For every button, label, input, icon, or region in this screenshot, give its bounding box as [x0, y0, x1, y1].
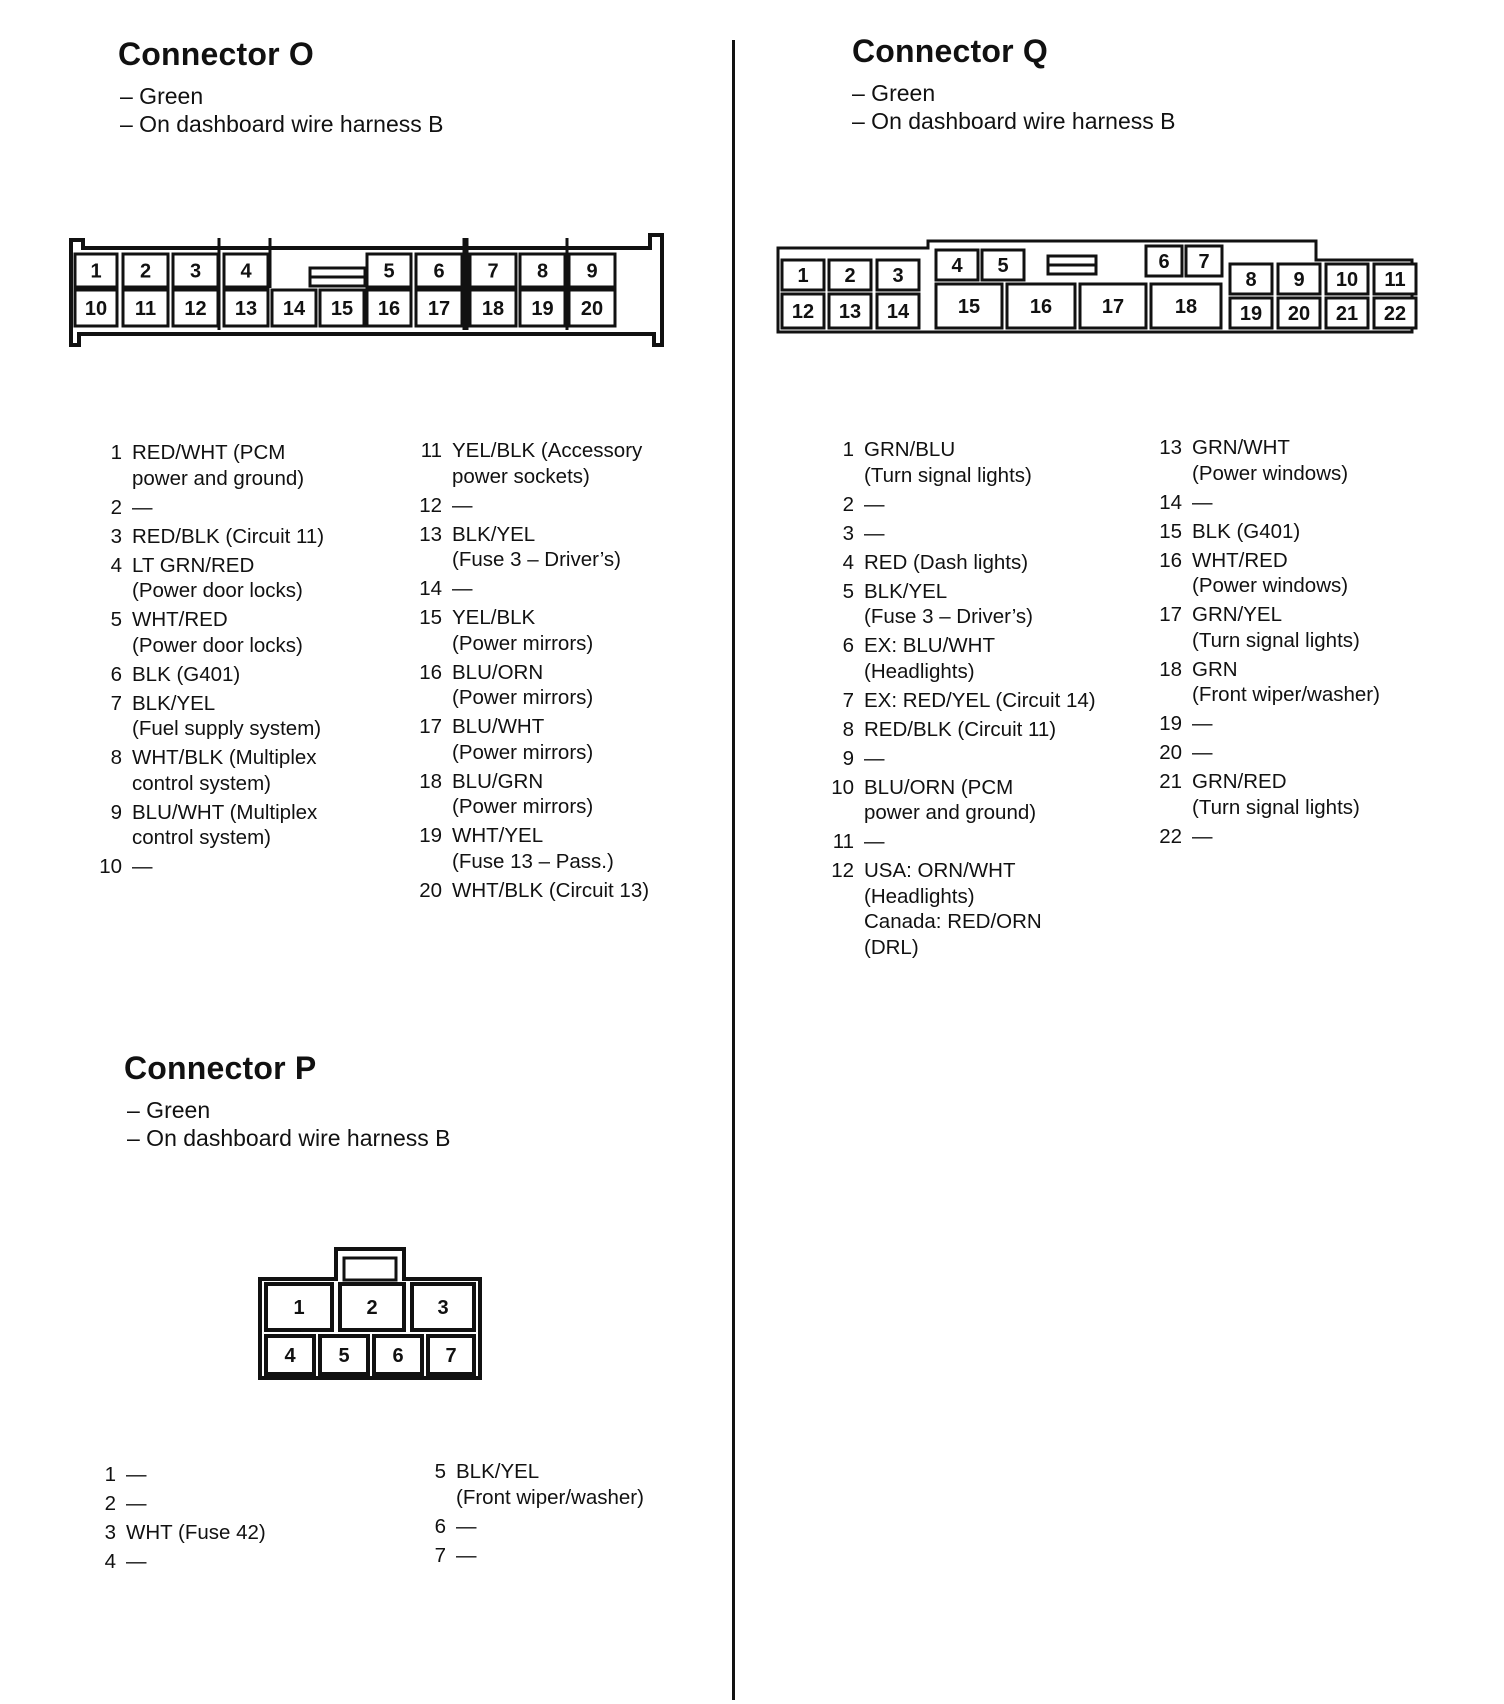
pin-description-line: power and ground)	[864, 801, 1037, 824]
connector-o-notes	[120, 82, 443, 138]
pin-description	[452, 769, 593, 820]
pin-entry	[1150, 435, 1380, 486]
pin-description-line: BLK (G401)	[132, 662, 241, 686]
pin-number: 20	[1159, 741, 1182, 764]
connector-p-notes	[127, 1096, 450, 1152]
connector-p-pin-list-left	[84, 1462, 266, 1578]
pin-description-line: (Power mirrors)	[452, 686, 594, 709]
pin-cavity-label: 16	[1029, 296, 1053, 318]
pin-cavity-label: 17	[427, 298, 451, 320]
pin-description-line: —	[132, 495, 153, 519]
pin-description-line: (Power mirrors)	[452, 631, 594, 655]
pin-entry	[410, 576, 649, 602]
pin-number: 4	[104, 1550, 116, 1573]
pin-description-line: BLK/YEL	[864, 579, 948, 603]
pin-description-line: (Turn signal lights)	[864, 463, 1032, 487]
pin-cavity-label: 6	[433, 260, 445, 283]
pin-description-line: control system)	[132, 771, 271, 795]
pin-cavity-label: 4	[240, 260, 252, 283]
pin-entry	[90, 854, 324, 880]
pin-cavity-label: 12	[791, 301, 815, 323]
pin-entry	[414, 1543, 644, 1569]
pin-description-line: YEL/BLK (Accessory	[452, 439, 643, 462]
pin-entry	[822, 746, 1096, 772]
pin-description	[864, 492, 885, 518]
pin-description	[864, 858, 1042, 960]
pin-description-line: (Fuel supply system)	[132, 717, 322, 740]
pin-entry	[84, 1520, 266, 1546]
pin-cavity-label: 9	[586, 260, 598, 283]
pin-number: 6	[434, 1514, 446, 1538]
pin-description	[132, 495, 153, 521]
pin-cavity-label: 20	[1287, 303, 1311, 325]
pin-cavity-label: 18	[1174, 296, 1198, 318]
pin-number: 19	[1159, 712, 1182, 735]
pin-entry	[90, 524, 324, 550]
pin-number: 18	[419, 769, 442, 793]
pin-description	[864, 746, 885, 772]
pin-description	[864, 521, 885, 547]
connector-p-diagram	[258, 1246, 490, 1381]
pin-entry	[822, 858, 1096, 960]
pin-number: 5	[842, 579, 854, 603]
pin-description	[1192, 824, 1213, 850]
pin-entry	[1150, 824, 1380, 850]
connector-q-title: Connector Q	[852, 33, 1048, 69]
pin-number: 2	[842, 492, 854, 516]
pin-description-line: —	[1192, 490, 1213, 514]
pin-description-line: BLU/ORN	[452, 660, 544, 684]
pin-number: 19	[419, 824, 442, 847]
pin-description	[1192, 519, 1300, 545]
pin-cavity-label: 14	[886, 301, 910, 323]
pin-entry	[410, 493, 649, 519]
pin-description-line: LT GRN/RED	[132, 553, 255, 577]
pin-description-line: RED/BLK (Circuit 11)	[132, 524, 325, 548]
pin-cavity-label: 17	[1101, 296, 1125, 318]
pin-entry	[90, 662, 324, 688]
pin-description-line: —	[864, 830, 885, 853]
pin-description-line: WHT/YEL	[452, 824, 544, 847]
pin-description-line: —	[452, 493, 473, 517]
pin-description	[1192, 740, 1213, 766]
pin-description	[1192, 435, 1348, 486]
pin-description-line: EX: BLU/WHT	[864, 634, 995, 657]
pin-cavity-label: 7	[1198, 251, 1210, 273]
pin-entry	[84, 1462, 266, 1488]
pin-description-line: GRN	[1192, 657, 1238, 681]
pin-description	[452, 660, 593, 711]
pin-entry	[90, 691, 324, 742]
pin-number: 16	[1159, 548, 1182, 572]
pin-cavity-label: 19	[531, 298, 554, 320]
pin-description-line: (Power windows)	[1192, 574, 1349, 597]
pin-description	[132, 662, 240, 688]
pin-number: 9	[842, 746, 854, 770]
pin-entry	[1150, 602, 1380, 653]
connector-o-color-note: – Green	[120, 83, 204, 109]
pin-entry	[1150, 519, 1380, 545]
connector-q-diagram	[776, 236, 1416, 336]
pin-cavity-label: 15	[957, 296, 981, 318]
pin-entry	[410, 438, 649, 489]
pin-description	[456, 1543, 477, 1569]
connector-o-pin-list-right	[410, 438, 649, 907]
pin-description	[132, 800, 317, 851]
pin-description	[1192, 657, 1380, 708]
pin-number: 14	[1159, 490, 1182, 514]
pin-number: 22	[1159, 824, 1182, 848]
pin-entry	[822, 579, 1096, 630]
pin-description	[864, 633, 995, 684]
pin-cavity-label: 4	[951, 255, 963, 277]
connector-o-pin-list-left	[90, 440, 324, 883]
pin-number: 21	[1159, 770, 1182, 793]
pin-description-line: RED (Dash lights)	[864, 550, 1029, 574]
pin-description-line: (Power door locks)	[132, 633, 303, 657]
pin-description-line: —	[456, 1543, 477, 1567]
connector-p-location-note: – On dashboard wire harness B	[127, 1125, 451, 1151]
pin-cavity-label: 2	[844, 265, 856, 287]
pin-cavity-label: 8	[1245, 269, 1257, 291]
pin-cavity-label: 6	[392, 1345, 404, 1367]
pin-entry	[822, 437, 1096, 488]
pin-description-line: (Turn signal lights)	[1192, 628, 1360, 652]
pin-description-line: EX: RED/YEL (Circuit 14)	[864, 688, 1096, 712]
pin-cavity-label: 5	[338, 1345, 350, 1367]
pin-entry	[1150, 490, 1380, 516]
pin-number: 6	[110, 662, 122, 686]
connector-o-location-note: – On dashboard wire harness B	[120, 111, 444, 137]
pin-cavity-label: 3	[189, 260, 202, 283]
pin-description-line: —	[132, 855, 153, 878]
pin-number: 13	[419, 522, 442, 546]
pin-description	[452, 576, 473, 602]
pin-entry	[90, 607, 324, 658]
pin-number: 5	[434, 1460, 446, 1483]
pin-entry	[90, 745, 324, 796]
pin-cavity-label: 21	[1335, 303, 1359, 325]
pin-number: 4	[110, 553, 122, 577]
pin-description	[1192, 769, 1360, 820]
pin-number: 1	[110, 441, 122, 464]
pin-description-line: BLU/WHT	[452, 715, 545, 738]
pin-entry	[84, 1491, 266, 1517]
pin-cavity-label: 13	[838, 301, 862, 323]
pin-number: 11	[420, 439, 442, 462]
pin-cavity-label: 3	[437, 1297, 449, 1319]
pin-description	[864, 550, 1028, 576]
pin-number: 14	[419, 577, 442, 600]
pin-entry	[1150, 657, 1380, 708]
connector-p-pin-list-right	[414, 1459, 644, 1572]
pin-description	[126, 1549, 147, 1575]
pin-description	[1192, 711, 1213, 737]
column-divider	[732, 40, 735, 1700]
pin-cavity-label: 9	[1293, 269, 1305, 291]
pin-number: 12	[831, 859, 854, 882]
pin-cavity-label: 2	[139, 260, 152, 283]
pin-number: 6	[842, 634, 854, 657]
pin-cavity-label: 20	[580, 298, 604, 320]
pin-number: 3	[842, 521, 854, 545]
pin-description	[452, 605, 593, 656]
pin-description	[452, 878, 649, 904]
pin-description	[132, 854, 153, 880]
connector-q-color-note: – Green	[852, 80, 936, 106]
pin-number: 10	[831, 775, 854, 799]
pin-entry	[90, 800, 324, 851]
pin-description-line: (Fuse 13 – Pass.)	[452, 849, 614, 873]
pin-entry	[1150, 769, 1380, 820]
pin-cavity-label: 18	[481, 298, 505, 320]
pin-cavity-label: 22	[1383, 303, 1407, 325]
pin-number: 17	[419, 715, 442, 738]
pin-cavity-label: 5	[383, 260, 395, 283]
pin-description-line: RED/BLK (Circuit 11)	[864, 717, 1057, 741]
pin-description	[1192, 490, 1213, 516]
pin-description	[132, 745, 317, 796]
pin-cavity-label: 11	[1384, 269, 1406, 291]
pin-description-line: —	[1192, 712, 1213, 735]
pin-cavity-label: 13	[234, 298, 258, 320]
pin-entry	[414, 1514, 644, 1540]
pin-number: 11	[832, 830, 854, 853]
pin-description-line: —	[864, 492, 885, 516]
pin-description	[126, 1520, 266, 1546]
pin-description-line: GRN/RED	[1192, 770, 1287, 793]
pin-entry	[90, 440, 324, 491]
pin-description-line: GRN/WHT	[1192, 436, 1290, 459]
pin-description-line: (Turn signal lights)	[1192, 795, 1360, 819]
pin-description-line: (Headlights)	[864, 659, 975, 683]
pin-entry	[822, 829, 1096, 855]
pin-number: 7	[434, 1543, 446, 1567]
pin-description-line: control system)	[132, 826, 271, 849]
pin-description-line: —	[452, 577, 473, 600]
pin-number: 12	[419, 493, 442, 517]
pin-entry	[410, 823, 649, 874]
pin-description	[132, 553, 303, 604]
pin-entry	[410, 522, 649, 573]
pin-cavity-label: 10	[84, 298, 108, 320]
pin-cavity-label: 3	[892, 265, 904, 287]
pin-description-line: power sockets)	[452, 464, 590, 488]
pin-description-line: USA: ORN/WHT	[864, 859, 1016, 882]
pin-entry	[1150, 548, 1380, 599]
pin-entry	[1150, 711, 1380, 737]
pin-description-line: (Power mirrors)	[452, 740, 594, 764]
pin-description	[864, 437, 1032, 488]
pin-number: 3	[104, 1521, 116, 1544]
pin-number: 7	[110, 691, 122, 715]
pin-cavity-label: 7	[487, 260, 499, 283]
pin-number: 3	[110, 524, 122, 548]
pin-cavity-label: 6	[1158, 251, 1170, 273]
pin-description-line: —	[1192, 741, 1213, 764]
pin-description-line: Canada: RED/ORN	[864, 910, 1042, 933]
pin-entry	[410, 714, 649, 765]
pin-entry	[84, 1549, 266, 1575]
pin-entry	[822, 633, 1096, 684]
pin-description	[126, 1491, 147, 1517]
pin-description-line: (Fuse 3 – Driver’s)	[864, 605, 1033, 628]
pin-number: 17	[1159, 603, 1182, 626]
pin-description	[864, 775, 1036, 826]
pin-description-line: WHT/BLK (Circuit 13)	[452, 878, 650, 902]
pin-entry	[90, 553, 324, 604]
pin-description	[452, 493, 473, 519]
pin-description-line: (DRL)	[864, 935, 919, 959]
pin-number: 7	[842, 688, 854, 712]
pin-number: 15	[419, 606, 442, 629]
pin-cavity-label: 16	[377, 298, 401, 320]
pin-number: 20	[419, 878, 442, 902]
pin-description-line: BLK/YEL	[132, 691, 216, 715]
pin-description-line: —	[864, 746, 885, 770]
pin-description	[456, 1459, 644, 1510]
pin-number: 13	[1159, 436, 1182, 459]
pin-number: 16	[419, 660, 442, 684]
pin-description-line: BLU/ORN (PCM	[864, 775, 1014, 799]
pin-description	[132, 607, 303, 658]
pin-description	[452, 714, 593, 765]
pin-entry	[410, 878, 649, 904]
pin-description	[456, 1514, 477, 1540]
pin-number: 1	[842, 438, 854, 461]
pin-description	[452, 522, 621, 573]
pin-number: 10	[99, 855, 122, 878]
connector-p-latch	[344, 1258, 396, 1280]
pin-cavity-label: 11	[134, 298, 157, 320]
pin-description	[452, 438, 642, 489]
pin-description-line: power and ground)	[132, 466, 305, 490]
pin-entry	[822, 492, 1096, 518]
pin-description-line: BLU/WHT (Multiplex	[132, 800, 318, 824]
connector-p-color-note: – Green	[127, 1097, 211, 1123]
connector-q-location-note: – On dashboard wire harness B	[852, 108, 1176, 134]
pin-description	[132, 524, 324, 550]
pin-description-line: (Front wiper/washer)	[1192, 683, 1380, 706]
pin-description	[864, 688, 1096, 714]
pin-number: 2	[110, 495, 122, 519]
pin-description-line: GRN/YEL	[1192, 603, 1282, 626]
pin-description-line: BLK (G401)	[1192, 519, 1301, 543]
pin-description-line: —	[126, 1463, 147, 1486]
connector-o-title: Connector O	[118, 36, 314, 72]
pin-description-line: RED/WHT (PCM	[132, 441, 286, 464]
pin-entry	[822, 550, 1096, 576]
pin-cavity-label: 2	[366, 1297, 378, 1319]
pin-description-line: (Power windows)	[1192, 461, 1349, 485]
pin-description-line: BLK/YEL	[452, 522, 536, 546]
pin-entry	[822, 717, 1096, 743]
pin-entry	[410, 660, 649, 711]
pin-cavity-label: 4	[284, 1345, 296, 1367]
pin-number: 5	[110, 608, 122, 631]
connector-p-title: Connector P	[124, 1050, 317, 1086]
pin-cavity-label: 1	[797, 265, 809, 287]
pin-description	[452, 823, 614, 874]
pin-number: 15	[1159, 519, 1182, 543]
pin-description-line: (Power door locks)	[132, 579, 303, 602]
pin-entry	[90, 495, 324, 521]
connector-q-pin-list-right	[1150, 435, 1380, 853]
pin-cavity-label: 12	[184, 298, 207, 320]
pin-description-line: —	[126, 1550, 147, 1573]
pin-cavity-label: 14	[282, 298, 306, 320]
pin-number: 2	[104, 1492, 116, 1515]
connector-q-notes	[852, 79, 1175, 135]
pin-entry	[1150, 740, 1380, 766]
pin-description-line: (Fuse 3 – Driver’s)	[452, 548, 621, 571]
pin-description-line: —	[456, 1514, 477, 1538]
pin-description	[864, 829, 885, 855]
pin-number: 4	[842, 550, 854, 574]
pin-number: 18	[1159, 657, 1182, 681]
pin-description	[132, 440, 304, 491]
pin-description-line: YEL/BLK	[452, 606, 536, 629]
pin-entry	[822, 521, 1096, 547]
pin-description-line: WHT/BLK (Multiplex	[132, 746, 317, 769]
pin-description	[1192, 602, 1360, 653]
pin-cavity-label: 7	[445, 1345, 457, 1367]
pin-cavity-label: 5	[997, 255, 1009, 277]
connector-o-diagram	[66, 230, 666, 350]
pin-entry	[822, 688, 1096, 714]
pin-cavity-label: 15	[330, 298, 354, 320]
pin-number: 1	[104, 1463, 116, 1486]
pin-description-line: WHT/RED	[1192, 548, 1288, 572]
pin-entry	[822, 775, 1096, 826]
pin-number: 9	[110, 800, 122, 824]
pin-description-line: —	[126, 1492, 147, 1515]
pin-description-line: (Headlights)	[864, 884, 975, 908]
pin-description-line: GRN/BLU	[864, 438, 956, 461]
pin-cavity-label: 19	[1239, 303, 1263, 325]
pin-description-line: BLU/GRN	[452, 769, 544, 793]
pin-description	[132, 691, 321, 742]
pin-cavity-label: 8	[536, 260, 549, 283]
pin-description-line: —	[864, 521, 885, 545]
pin-cavity-label: 1	[90, 260, 102, 283]
pin-entry	[414, 1459, 644, 1510]
pin-description	[1192, 548, 1348, 599]
pin-description-line: (Power mirrors)	[452, 795, 594, 818]
pin-description-line: BLK/YEL	[456, 1460, 540, 1483]
pin-entry	[410, 769, 649, 820]
pin-cavity-label: 1	[293, 1297, 305, 1319]
connector-q-pin-list-left	[822, 437, 1096, 964]
pin-description	[864, 579, 1033, 630]
pin-number: 8	[110, 746, 122, 769]
pin-description-line: —	[1192, 824, 1213, 848]
pin-description-line: WHT/RED	[132, 608, 228, 631]
pin-description	[864, 717, 1056, 743]
pin-entry	[410, 605, 649, 656]
pin-number: 8	[842, 717, 854, 741]
pin-description-line: (Front wiper/washer)	[456, 1485, 644, 1509]
pin-cavity-label: 10	[1335, 269, 1359, 291]
pin-description-line: WHT (Fuse 42)	[126, 1521, 266, 1544]
pin-description	[126, 1462, 147, 1488]
